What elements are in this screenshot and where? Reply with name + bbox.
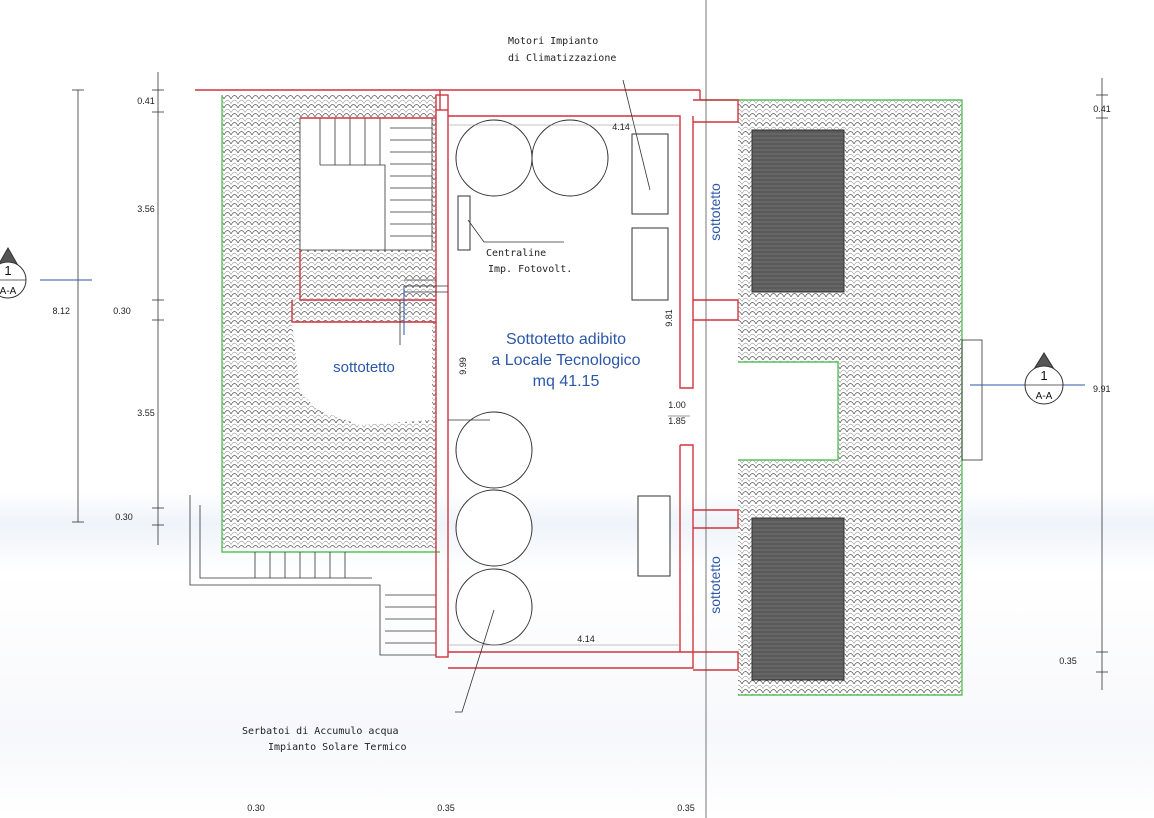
dim-room-width-bottom: 4.14 [577, 634, 595, 644]
dim-left-b: 3.56 [137, 204, 155, 214]
tank-bottom-2 [456, 490, 532, 566]
dim-bottom-c: 0.35 [677, 803, 695, 813]
dim-bottom-b: 0.35 [437, 803, 455, 813]
left-room-label: sottotetto [333, 359, 395, 376]
dim-left-a: 0.41 [137, 96, 155, 106]
main-room-label-line2: a Locale Tecnologico [491, 352, 641, 369]
solar-panel-bottom [752, 518, 844, 680]
panel-note-line1: Centraline [486, 248, 547, 259]
balcony [962, 340, 982, 460]
tank-bottom-1 [456, 412, 532, 488]
section-left-label: A-A [0, 286, 17, 297]
right-room-bottom-label: sottotetto [707, 556, 723, 614]
section-right-label: A-A [1035, 391, 1053, 402]
dim-right-top: 0.41 [1093, 104, 1111, 114]
ac-motor-unit-2 [632, 228, 668, 300]
right-room-top-label: sottotetto [707, 183, 723, 241]
tank-bottom-3 [456, 569, 532, 645]
main-room-label-line3: mq 41.15 [532, 373, 600, 390]
dim-opening-bottom: 1.85 [668, 416, 686, 426]
dim-left-d: 3.55 [137, 408, 155, 418]
dim-right-total: 9.91 [1093, 384, 1111, 394]
section-left-number: 1 [4, 263, 12, 278]
courtyard-line [738, 362, 838, 460]
dim-room-height-left: 9.99 [458, 357, 468, 375]
dim-opening-top: 1.00 [668, 400, 686, 410]
dim-left-total: 8.12 [52, 306, 70, 316]
tanks-note-line2: Impianto Solare Termico [268, 742, 407, 753]
dim-right-bottom: 0.35 [1059, 656, 1077, 666]
dim-room-height-right: 9.81 [664, 309, 674, 327]
pv-control-unit [458, 196, 470, 250]
motors-note-line1: Motori Impianto [508, 36, 599, 47]
solar-panel-top [752, 130, 844, 292]
dim-bottom-a: 0.30 [247, 803, 265, 813]
main-room-label-line1: Sottotetto adibito [505, 331, 627, 348]
equipment-unit [638, 496, 670, 576]
tanks-note-line1: Serbatoi di Accumulo acqua [242, 726, 399, 737]
dim-left-c: 0.30 [113, 306, 131, 316]
dim-room-width-top: 4.14 [612, 122, 630, 132]
section-marker-right [970, 353, 1085, 404]
ac-motor-unit-1 [632, 134, 668, 214]
section-right-number: 1 [1040, 368, 1048, 383]
tank-top-2 [532, 120, 608, 196]
motors-note-line2: di Climatizzazione [508, 53, 617, 64]
dim-left-e: 0.30 [115, 512, 133, 522]
panel-note-line2: Imp. Fotovolt. [488, 264, 573, 275]
tank-top-1 [456, 120, 532, 196]
